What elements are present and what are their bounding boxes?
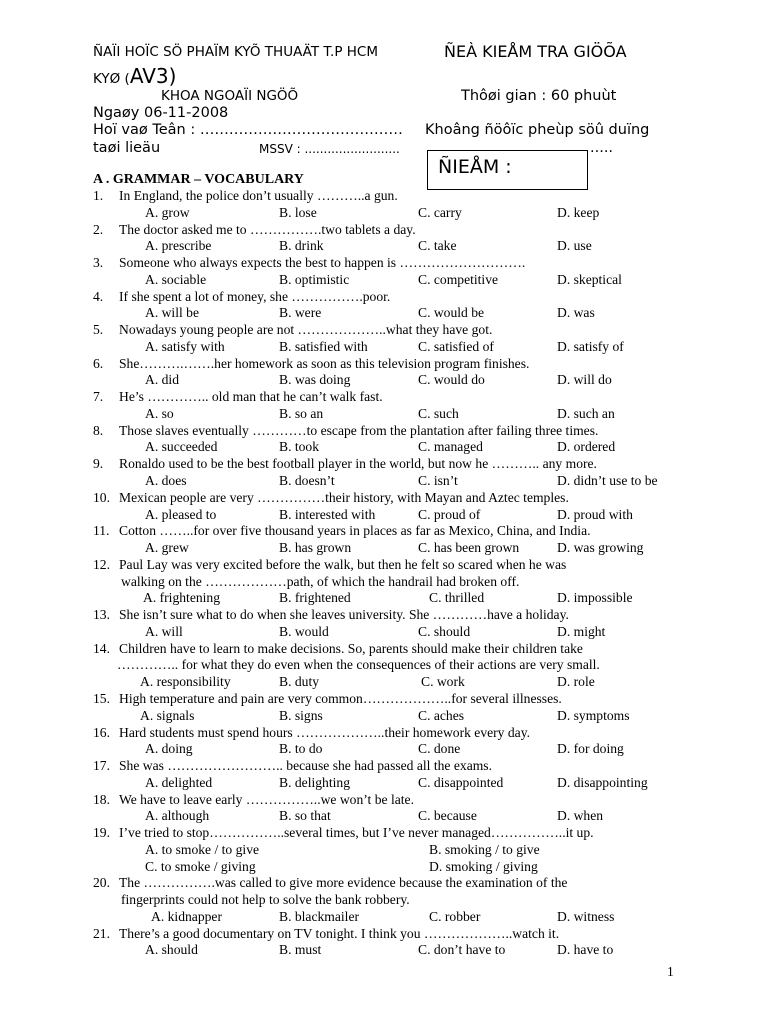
question-line [0,255,768,272]
answer-option: D. role [557,674,595,690]
answer-option: A. satisfy with [145,338,225,354]
answer-option: B. has grown [279,540,352,556]
question-number: 19. [93,825,110,841]
question-number: 15. [93,690,110,706]
answer-option: D. didn’t use to be [557,473,658,489]
question-text: Hard students must spend hours ………………..their homework every day. [119,724,531,740]
question-line [0,725,768,742]
question-text: Nowadays young people are not ………………..what they have got. [119,322,493,338]
answer-option: A. succeeded [145,439,218,455]
answer-option: D. might [557,623,606,639]
question-line [0,523,768,540]
answer-option: B. so an [279,405,324,421]
section-heading: A . GRAMMAR – VOCABULARY [93,172,304,187]
answer-option: B. smoking / to give [429,841,540,857]
score-box [427,150,588,190]
answer-option: D. ordered [557,439,616,455]
answer-option: B. signs [279,707,323,723]
question-text: Cotton ……..for over five thousand years in places as far as Mexico, China, and India. [119,523,591,539]
answer-option: A. frightening [143,590,221,606]
question-number: 3. [93,255,104,271]
question-line [0,926,768,943]
options-row [0,859,768,876]
question-line [0,758,768,775]
question-line [0,691,768,708]
answer-option: C. proud of [418,506,481,522]
page-number: 1 [667,964,674,979]
answer-option: A. signals [140,707,195,723]
answer-option: A. kidnapper [151,908,222,924]
question-line [0,356,768,373]
answer-option: A. responsibility [140,674,231,690]
answer-option: B. were [279,305,322,321]
question-line [0,825,768,842]
question-list [0,188,768,959]
question-text: There’s a good documentary on TV tonight. I think you ………………..watch it. [119,925,560,941]
question-number: 11. [93,523,110,539]
answer-option: C. robber [429,908,481,924]
options-row [0,808,768,825]
question-line [0,423,768,440]
answer-option: C. take [418,238,457,254]
answer-option: A. doing [145,741,193,757]
answer-option: D. skeptical [557,271,622,287]
student-id-field: MSSV : ......................... [259,142,400,156]
answer-option: B. frightened [279,590,351,606]
answer-option: D. impossible [557,590,633,606]
answer-option: B. interested with [279,506,376,522]
term-label [93,64,176,88]
answer-option: C. would do [418,372,485,388]
answer-option: B. delighting [279,774,350,790]
question-number: 9. [93,456,104,472]
answer-option: C. such [418,405,459,421]
answer-option: B. optimistic [279,271,350,287]
answer-option: B. was doing [279,372,351,388]
answer-option: D. smoking / giving [429,858,538,874]
question-number: 14. [93,640,110,656]
question-text-cont: fingerprints could not help to solve the bank robbery. [121,892,410,908]
question-number: 6. [93,355,104,371]
answer-option: A. sociable [145,271,207,287]
question-text: Ronaldo used to be the best football player in the world, but now he ……….. any more. [119,456,597,472]
options-row [0,305,768,322]
options-row [0,741,768,758]
question-line [0,792,768,809]
answer-option: C. isn’t [418,473,458,489]
question-number: 12. [93,556,110,572]
question-text: We have to leave early ……………..we won’t be late. [119,791,414,807]
answer-option: B. took [279,439,320,455]
exam-time: Thôøi gian : 60 phuùt [461,88,617,104]
answer-option: C. work [421,674,465,690]
answer-option: C. carry [418,204,462,220]
options-row [0,942,768,959]
question-text: High temperature and pain are very common………………..for several illnesses. [119,690,562,706]
answer-option: D. disappointing [557,774,648,790]
options-row [0,590,768,607]
question-text: She was …………………….. because she had passed all the exams. [119,758,492,774]
answer-option: D. witness [557,908,615,924]
question-line [0,641,768,658]
answer-option: A. so [145,405,174,421]
answer-option: A. grow [145,204,190,220]
question-line [0,892,768,909]
answer-option: D. for doing [557,741,624,757]
options-row [0,439,768,456]
answer-option: D. satisfy of [557,338,624,354]
question-line [0,456,768,473]
options-row [0,473,768,490]
options-row [0,272,768,289]
question-text: The doctor asked me to …………….two tablets a day. [119,221,416,237]
options-row [0,674,768,691]
answer-option: A. will be [145,305,199,321]
answer-option: A. to smoke / to give [145,841,260,857]
options-row [0,909,768,926]
answer-option: A. should [145,942,198,958]
options-row [0,238,768,255]
question-number: 10. [93,489,110,505]
question-number: 2. [93,221,104,237]
answer-option: B. drink [279,238,324,254]
answer-option: D. symptoms [557,707,630,723]
question-text: He’s ………….. old man that he can’t walk fast. [119,389,383,405]
answer-option: A. although [145,808,210,824]
answer-option: A. delighted [145,774,213,790]
answer-option: D. keep [557,204,600,220]
answer-option: C. don’t have to [418,942,506,958]
question-line [0,322,768,339]
answer-option: D. such an [557,405,615,421]
answer-option: C. because [418,808,477,824]
school-name: ÑAÏI HOÏC SÖ PHAÏM KYÕ THUAÄT T.P HCM [93,44,379,60]
question-number: 13. [93,607,110,623]
exam-date: Ngaøy 06-11-2008 [93,105,229,121]
options-row [0,372,768,389]
answer-option: B. must [279,942,322,958]
answer-option: D. have to [557,942,614,958]
options-row [0,205,768,222]
options-row [0,775,768,792]
question-text: Those slaves eventually …………to escape from the plantation after failing three times. [119,422,599,438]
answer-option: C. has been grown [418,540,520,556]
question-number: 20. [93,875,110,891]
options-row [0,708,768,725]
question-number: 1. [93,188,104,203]
answer-option: B. to do [279,741,323,757]
question-line [0,389,768,406]
question-line [0,188,768,205]
answer-option: C. satisfied of [418,338,494,354]
answer-option: C. to smoke / giving [145,858,256,874]
department: KHOA NGOAÏI NGÖÕ [161,88,299,104]
score-label: ÑIEÅM : [438,156,512,178]
answer-option: C. competitive [418,271,499,287]
question-number: 17. [93,758,110,774]
options-row [0,339,768,356]
question-text: The …………….was called to give more evidence because the examination of the [119,875,568,891]
answer-option: A. will [145,623,183,639]
question-number: 21. [93,925,110,941]
question-text: If she spent a lot of money, she …………….poor. [119,288,391,304]
question-text-cont: ………….. for what they do even when the consequences of their actions are very small. [117,657,600,673]
options-row [0,540,768,557]
answer-option: A. pleased to [145,506,217,522]
options-row [0,624,768,641]
answer-option: D. proud with [557,506,633,522]
answer-option: B. blackmailer [279,908,360,924]
answer-option: C. managed [418,439,483,455]
answer-option: C. thrilled [429,590,485,606]
options-row [0,842,768,859]
term-prefix: KYØ ( [93,71,130,87]
options-row [0,406,768,423]
question-text: In England, the police don’t usually ………..a gun. [119,188,398,203]
answer-option: D. was growing [557,540,644,556]
question-line [0,574,768,591]
materials-note-cont: taøi lieäu [93,140,161,156]
answer-option: D. was [557,305,595,321]
exam-title: ÑEÀ KIEÅM TRA GIÖÕA [444,42,627,61]
options-row [0,507,768,524]
question-number: 4. [93,288,104,304]
question-line [0,222,768,239]
answer-option: B. duty [279,674,320,690]
answer-option: B. lose [279,204,317,220]
answer-option: B. so that [279,808,331,824]
question-text: I’ve tried to stop……………..several times, but I’ve never managed……………..it up. [119,825,594,841]
question-text: Children have to learn to make decisions. So, parents should make their children take [119,640,583,656]
question-text: Mexican people are very ……………their history, with Mayan and Aztec temples. [119,489,569,505]
term-code: AV3) [129,64,177,88]
question-line [0,490,768,507]
answer-option: B. would [279,623,329,639]
question-number: 8. [93,422,104,438]
answer-option: C. aches [418,707,465,723]
question-text: Someone who always expects the best to happen is ………………………. [119,255,526,271]
answer-option: D. when [557,808,604,824]
question-line [0,557,768,574]
question-text: Paul Lay was very excited before the walk, but then he felt so scared when he was [119,556,567,572]
answer-option: A. does [145,473,187,489]
answer-option: B. satisfied with [279,338,368,354]
answer-option: A. did [145,372,179,388]
question-text: She……….…….her homework as soon as this television program finishes. [119,355,530,371]
answer-option: C. should [418,623,471,639]
question-line [0,657,768,674]
answer-option: D. use [557,238,592,254]
name-field: Hoï vaø Teân : …………………………………… [93,122,403,138]
question-line [0,607,768,624]
question-number: 16. [93,724,110,740]
answer-option: D. will do [557,372,612,388]
answer-option: B. doesn’t [279,473,335,489]
question-text: She isn’t sure what to do when she leaves university. She …………have a holiday. [119,607,569,623]
question-number: 18. [93,791,110,807]
trailing-dots: ..... [590,140,614,156]
question-number: 7. [93,389,104,405]
question-number: 5. [93,322,104,338]
question-line [0,875,768,892]
answer-option: C. would be [418,305,485,321]
answer-option: C. done [418,741,461,757]
answer-option: A. grew [145,540,189,556]
no-materials-note: Khoâng ñöôïc pheùp söû duïng [425,122,650,138]
answer-option: A. prescribe [145,238,212,254]
question-text-cont: walking on the ………………path, of which the handrail had broken off. [121,573,520,589]
answer-option: C. disappointed [418,774,504,790]
question-line [0,289,768,306]
